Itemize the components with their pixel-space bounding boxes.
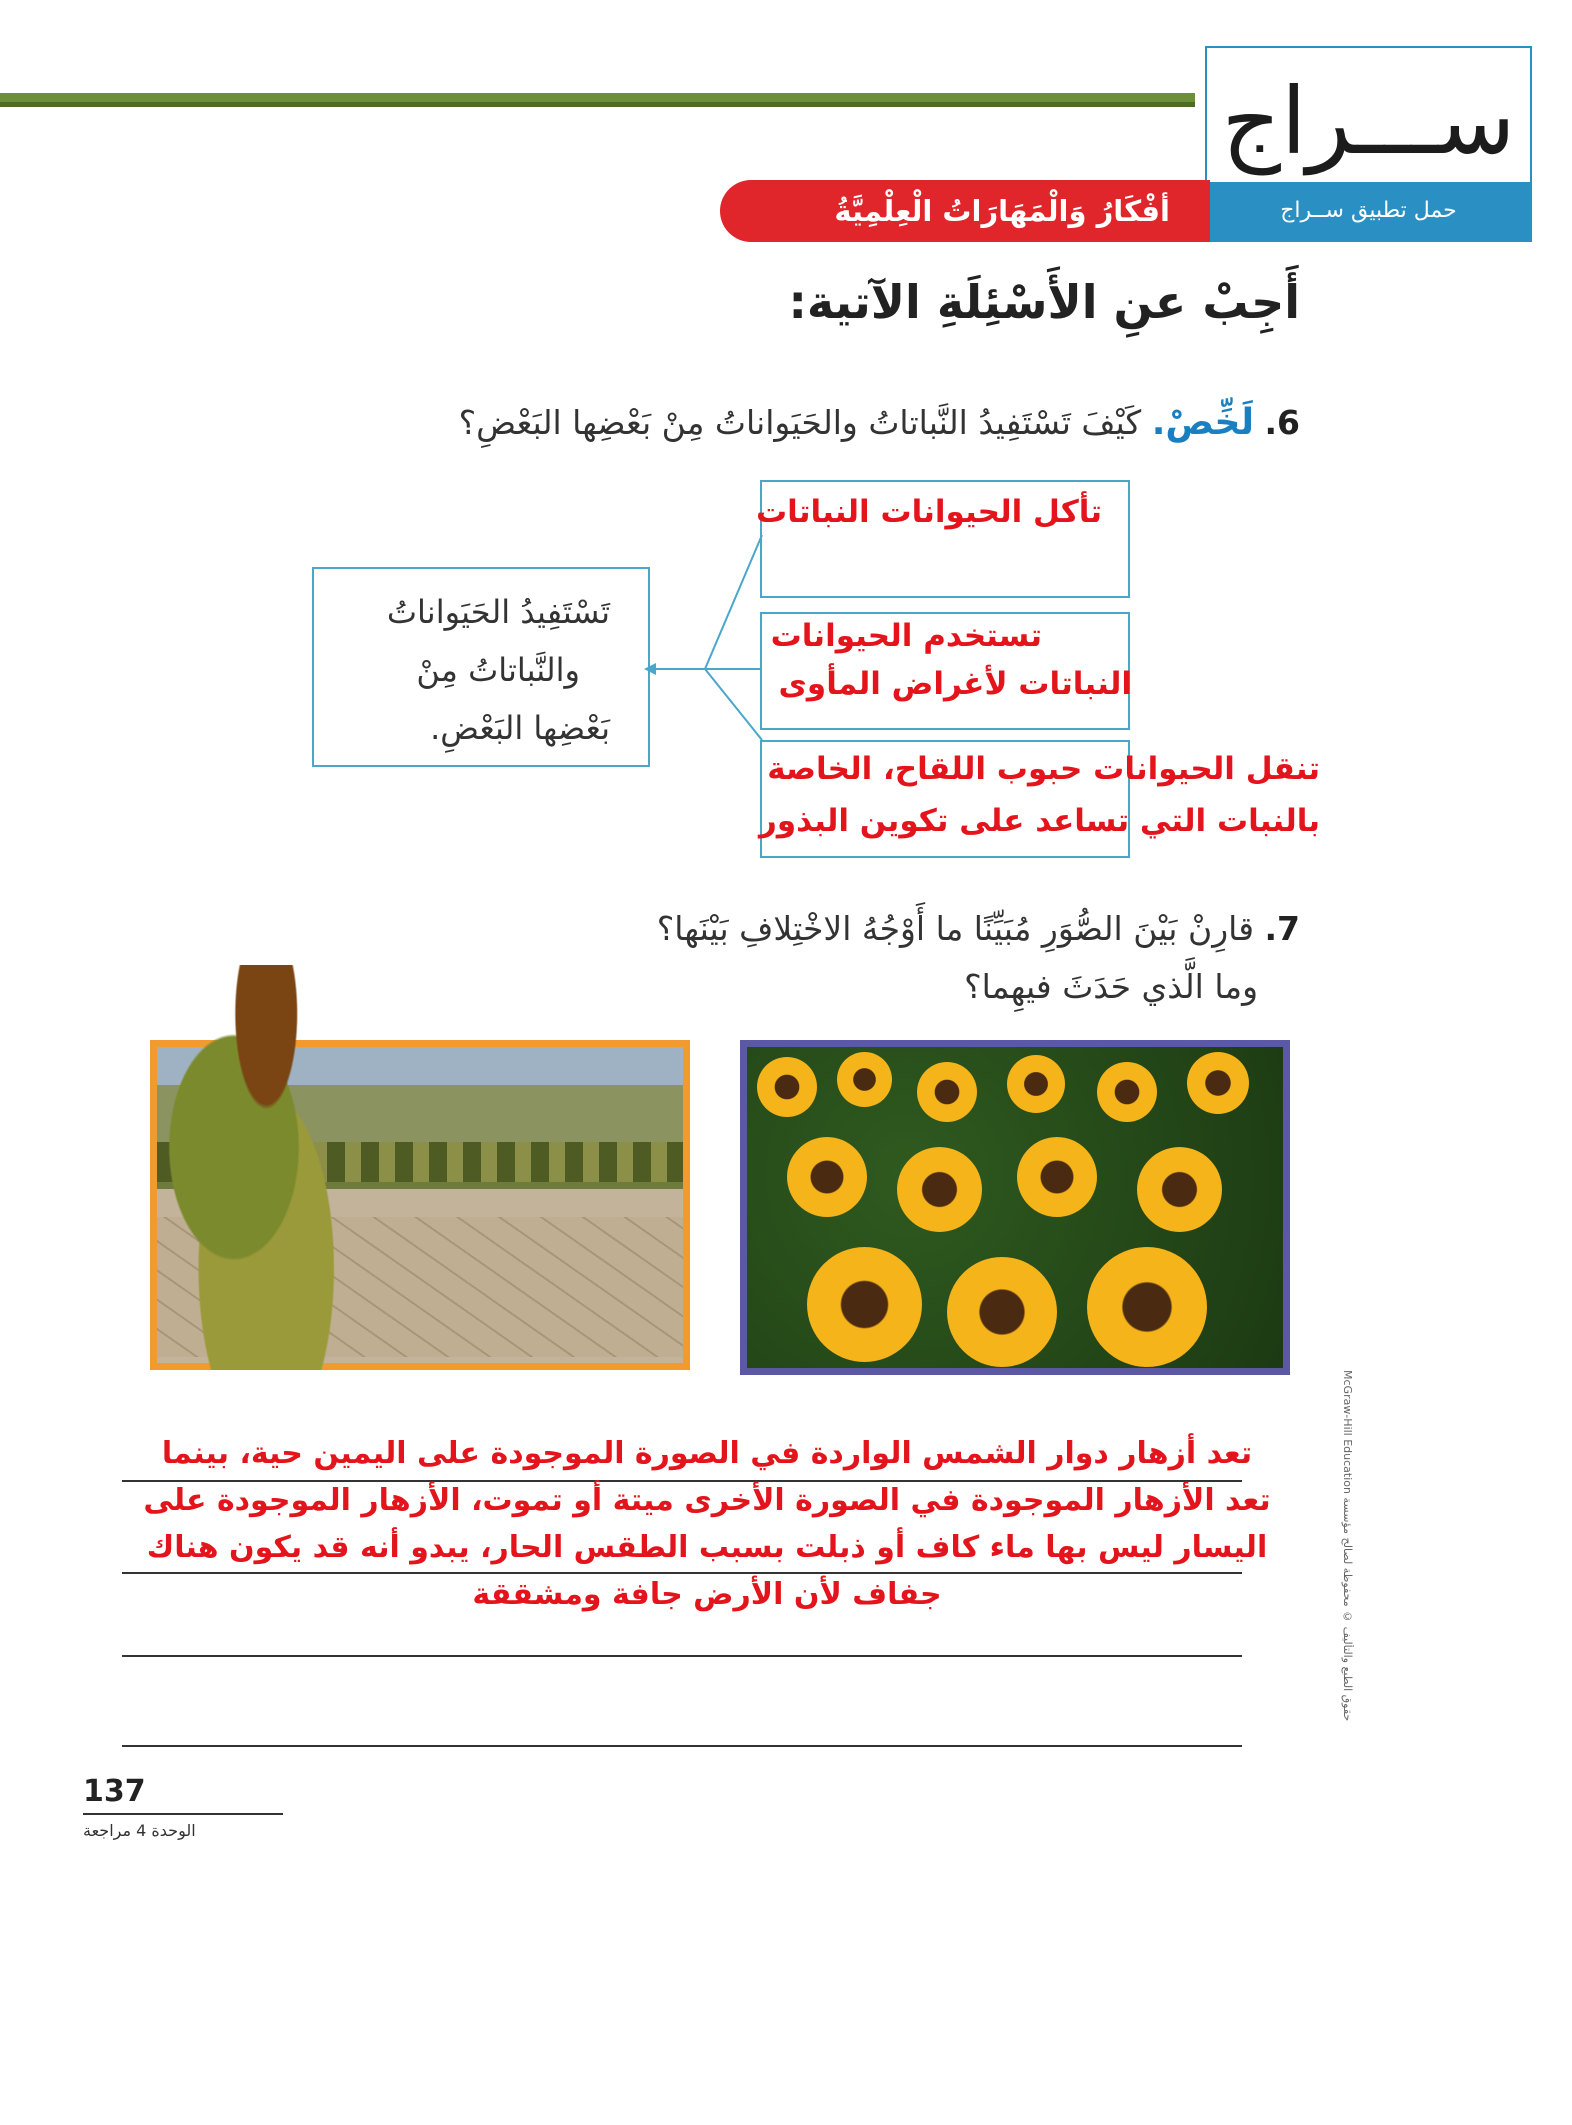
siraj-logo[interactable] bbox=[1205, 46, 1532, 242]
diagram-connectors bbox=[640, 520, 770, 860]
answer-3-line-2: بالنبات التي تساعد على تكوين البذور bbox=[759, 803, 1320, 839]
sunflower bbox=[897, 1147, 982, 1232]
center-line-1: تَسْتَفِيدُ الحَيَواناتُ bbox=[386, 593, 610, 631]
copyright-side-text: McGraw-Hill Education حقوق الطبع والتأليف © محفوظة لصالح مؤسسة bbox=[1341, 1370, 1354, 1722]
question-7-answer bbox=[142, 1430, 1272, 1618]
page-footer bbox=[83, 1775, 283, 1840]
answer-2-line-1: تستخدم الحيوانات bbox=[770, 618, 1042, 654]
question-7-line-2: وما الَّذي حَدَثَ فيهِما؟ bbox=[964, 967, 1258, 1006]
top-decorative-bar-shadow bbox=[0, 102, 1195, 107]
unit-label: الوحدة 4 مراجعة bbox=[83, 1821, 196, 1840]
question-6 bbox=[459, 398, 1300, 448]
center-line-3: بَعْضِها البَعْضِ. bbox=[430, 709, 610, 747]
sunflower bbox=[947, 1257, 1057, 1367]
question-6-keyword: لَخِّصْ. bbox=[1151, 402, 1254, 443]
diagram-center-box bbox=[312, 567, 650, 767]
answer-line-2: تعد الأزهار الموجودة في الصورة الأخرى ميتة أو تموت، الأزهار الموجودة على bbox=[143, 1483, 1271, 1518]
answer-line-1: تعد أزهار دوار الشمس الواردة في الصورة الموجودة على اليمين حية، بينما bbox=[161, 1436, 1253, 1471]
question-7-line-1: قارِنْ بَيْنَ الصُّوَرِ مُبَيِّنًا ما أَوْجُهُ الاخْتِلافِ بَيْنَها؟ bbox=[656, 909, 1254, 948]
answer-line-4: جفاف لأن الأرض جافة ومشققة bbox=[472, 1577, 942, 1612]
logo-app-strip: حمل تطبيق ســراج bbox=[1207, 182, 1530, 240]
question-7-number: 7. bbox=[1264, 909, 1300, 948]
sunflower bbox=[1137, 1147, 1222, 1232]
answer-2-line-2: النباتات لأغراض المأوى bbox=[778, 666, 1132, 702]
healthy-sunflower-field-photo bbox=[740, 1040, 1290, 1375]
writing-line-4 bbox=[122, 1745, 1242, 1747]
sunflower bbox=[807, 1247, 922, 1362]
sunflower bbox=[757, 1057, 817, 1117]
answer-line-3: اليسار ليس بها ماء كاف أو ذبلت بسبب الطقس الحار، يبدو أنه قد يكون هناك bbox=[146, 1530, 1268, 1565]
page-heading: أَجِبْ عنِ الأَسْئِلَةِ الآتية: bbox=[788, 275, 1300, 329]
footer-rule bbox=[83, 1813, 283, 1815]
sunflower bbox=[837, 1052, 892, 1107]
answer-1-line-1: تأكل الحيوانات النباتات bbox=[756, 494, 1102, 530]
sunflower bbox=[1017, 1137, 1097, 1217]
logo-word: ســـراج bbox=[1221, 68, 1516, 175]
writing-line-3 bbox=[122, 1655, 1242, 1657]
question-6-number: 6. bbox=[1264, 403, 1300, 442]
question-7 bbox=[657, 900, 1300, 1016]
page-number: 137 bbox=[83, 1774, 146, 1809]
wilted-sunflower-image bbox=[148, 965, 363, 1370]
sunflower bbox=[1097, 1062, 1157, 1122]
section-banner bbox=[720, 180, 1210, 242]
sunflower bbox=[787, 1137, 867, 1217]
sunflower bbox=[1087, 1247, 1207, 1367]
question-6-text: كَيْفَ تَسْتَفِيدُ النَّباتاتُ والحَيَواناتُ مِنْ بَعْضِها البَعْضِ؟ bbox=[458, 403, 1142, 442]
sunflower bbox=[1187, 1052, 1249, 1114]
answer-3-line-1: تنقل الحيوانات حبوب اللقاح، الخاصة bbox=[767, 751, 1320, 787]
banner-text: أفْكَارُ وَالْمَهَارَاتُ الْعِلْمِيَّةُ bbox=[834, 194, 1170, 228]
center-line-2: والنَّباتاتُ مِنْ bbox=[416, 651, 580, 689]
sunflower bbox=[917, 1062, 977, 1122]
sunflower bbox=[1007, 1055, 1065, 1113]
